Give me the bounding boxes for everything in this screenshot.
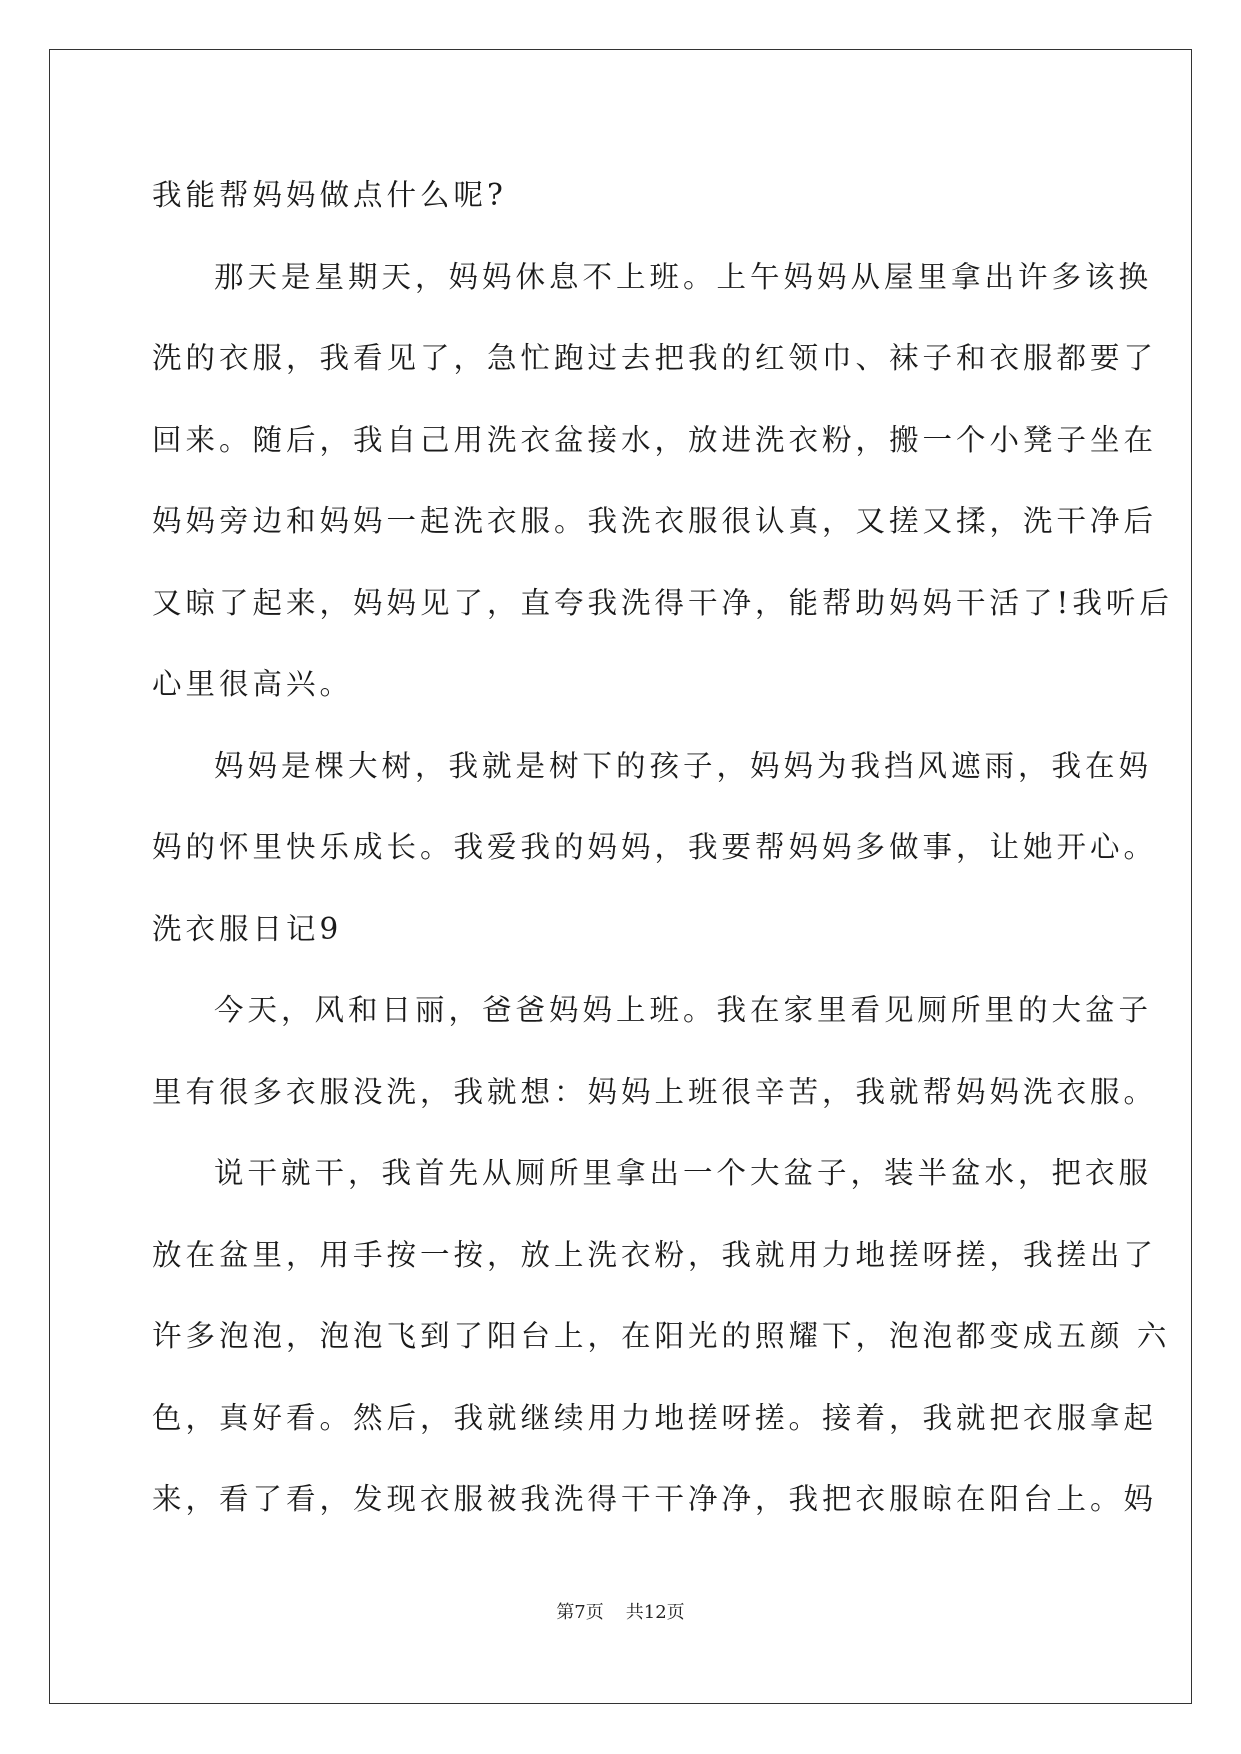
section-heading: 洗衣服日记9 [152,911,343,946]
text-line-5: 妈妈旁边和妈妈一起洗衣服。我洗衣服很认真，又搓又揉，洗干净后 [152,504,1158,538]
page-number: 第7页 [556,1602,604,1623]
text-line-1: 我能帮妈妈做点什么呢? [152,178,507,212]
text-line-6: 又晾了起来，妈妈见了，直夸我洗得干净，能帮助妈妈干活了!我听后 [152,585,1173,620]
text-line-9: 妈的怀里快乐成长。我爱我的妈妈，我要帮妈妈多做事，让她开心。 [152,830,1158,864]
text-line-12: 里有很多衣服没洗，我就想：妈妈上班很辛苦，我就帮妈妈洗衣服。 [152,1074,1158,1109]
text-line-8: 妈妈是棵大树，我就是树下的孩子，妈妈为我挡风遮雨，我在妈 [214,748,1153,783]
text-line-2: 那天是星期天，妈妈休息不上班。上午妈妈从屋里拿出许多该换 [214,259,1153,294]
page-footer [0,1598,1241,1624]
text-line-13: 说干就干，我首先从厕所里拿出一个大盆子，装半盆水，把衣服 [214,1156,1153,1190]
text-line-4: 回来。随后，我自己用洗衣盆接水，放进洗衣粉，搬一个小凳子坐在 [152,422,1158,457]
page-total: 共12页 [625,1602,685,1623]
text-line-17: 来，看了看，发现衣服被我洗得干干净净，我把衣服晾在阳台上。妈 [152,1482,1158,1516]
text-line-7: 心里很高兴。 [152,667,354,701]
text-line-3: 洗的衣服，我看见了，急忙跑过去把我的红领巾、袜子和衣服都要了 [152,341,1158,375]
text-line-11: 今天，风和日丽，爸爸妈妈上班。我在家里看见厕所里的大盆子 [214,993,1153,1027]
text-line-14: 放在盆里，用手按一按，放上洗衣粉，我就用力地搓呀搓，我搓出了 [152,1237,1158,1272]
document-body [152,160,1173,1546]
text-line-16: 色，真好看。然后，我就继续用力地搓呀搓。接着，我就把衣服拿起 [152,1400,1158,1435]
text-line-15: 许多泡泡，泡泡飞到了阳台上，在阳光的照耀下，泡泡都变成五颜 六 [152,1319,1171,1353]
